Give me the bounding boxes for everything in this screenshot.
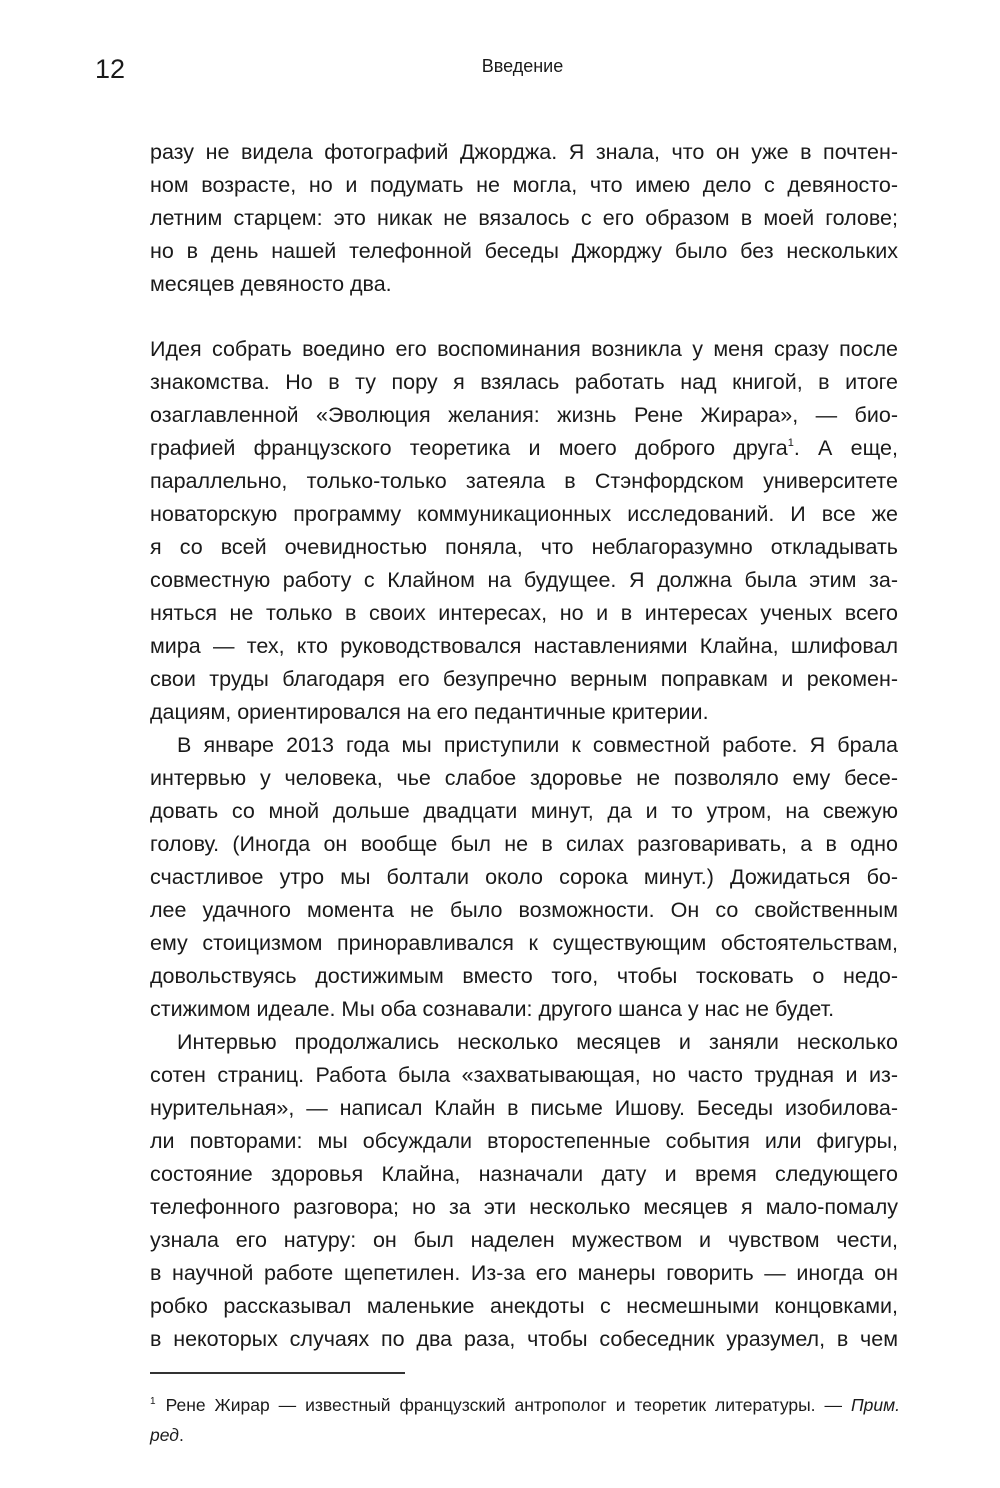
line-text: довать со мной дольше двадцати минут, да и то утром, на свежую xyxy=(150,799,898,823)
footnote xyxy=(150,1390,900,1450)
text-line xyxy=(150,729,898,762)
text-line xyxy=(150,1224,898,1257)
body-text xyxy=(150,136,898,1356)
line-text: ном возрасте, но и подумать не могла, что имею дело с девяносто- xyxy=(150,173,898,197)
running-title: Введение xyxy=(481,56,564,76)
paragraph xyxy=(150,729,898,1026)
text-line xyxy=(150,1125,898,1158)
text-line xyxy=(150,993,898,1026)
text-line xyxy=(150,795,898,828)
line-text: совместную работу с Клайном на будущее. Я должна была этим за- xyxy=(150,568,898,592)
text-line xyxy=(150,1290,898,1323)
footnote-divider xyxy=(150,1372,405,1374)
paragraph xyxy=(150,333,898,729)
text-line xyxy=(150,828,898,861)
text-line xyxy=(150,268,898,301)
text-line xyxy=(150,894,898,927)
text-line xyxy=(150,564,898,597)
text-line xyxy=(150,1026,898,1059)
line-text: свои труды благодаря его безупречно верным поправкам и рекомен- xyxy=(150,667,898,691)
line-text: голову. (Иногда он вообще был не в силах разговаривать, а в одно xyxy=(150,832,898,856)
line-text: озаглавленной «Эволюция желания: жизнь Рене Жирара», — био- xyxy=(150,403,898,427)
line-text: довольствуясь достижимым вместо того, чтобы тосковать о недо- xyxy=(150,964,898,988)
line-text: Идея собрать воедино его воспоминания возникла у меня сразу после xyxy=(150,337,898,361)
line-text: . А еще, xyxy=(793,436,898,460)
line-text: но в день нашей телефонной беседы Джорджу было без нескольких xyxy=(150,239,898,263)
text-line xyxy=(150,1059,898,1092)
text-line xyxy=(150,1158,898,1191)
line-text: В январе 2013 года мы приступили к совместной работе. Я брала xyxy=(177,733,898,757)
paragraph xyxy=(150,1026,898,1356)
text-line xyxy=(150,399,898,432)
text-line xyxy=(150,630,898,663)
text-line xyxy=(150,366,898,399)
line-text: счастливое утро мы болтали около сорока минут.) Дожидаться бо- xyxy=(150,865,898,889)
footnote-note-1: Прим. xyxy=(850,1395,900,1415)
line-text: нурительная», — написал Клайн в письме Ишову. Беседы изобилова- xyxy=(150,1096,898,1120)
line-text: узнала его натуру: он был наделен мужеством и чувством чести, xyxy=(150,1228,898,1252)
text-line xyxy=(150,531,898,564)
text-line xyxy=(150,169,898,202)
line-text: ли повторами: мы обсуждали второстепенные события или фигуры, xyxy=(150,1129,898,1153)
footnote-mark: 1 xyxy=(150,1396,156,1407)
text-line xyxy=(150,432,898,465)
text-line xyxy=(150,136,898,169)
footnote-text: Рене Жирар — известный французский антрополог и теоретик литературы. — xyxy=(165,1395,843,1415)
text-line xyxy=(150,498,898,531)
text-line xyxy=(150,1323,898,1356)
text-line xyxy=(150,202,898,235)
line-text: Интервью продолжались несколько месяцев и заняли несколько xyxy=(177,1030,898,1054)
paragraph-gap xyxy=(150,301,898,333)
line-text: телефонного разговора; но за эти несколько месяцев я мало-помалу xyxy=(150,1195,898,1219)
line-text: новаторскую программу коммуникационных исследований. И все же xyxy=(150,502,898,526)
line-text: няться не только в своих интересах, но и в интересах ученых всего xyxy=(150,601,898,625)
text-line xyxy=(150,762,898,795)
footnote-note-2: ред xyxy=(150,1425,179,1445)
line-text: графией французского теоретика и моего доброго друга xyxy=(150,436,788,460)
line-text: знакомства. Но в ту пору я взялась работать над книгой, в итоге xyxy=(150,370,898,394)
footnote-end: . xyxy=(178,1425,184,1445)
line-text: стижимом идеале. Мы оба сознавали: другого шанса у нас не будет. xyxy=(150,997,835,1021)
text-line xyxy=(150,663,898,696)
text-line xyxy=(150,1092,898,1125)
line-text: разу не видела фотографий Джорджа. Я знала, что он уже в почтен- xyxy=(150,140,898,164)
line-text: состояние здоровья Клайна, назначали дату и время следующего xyxy=(150,1162,898,1186)
text-line xyxy=(150,597,898,630)
text-line xyxy=(150,960,898,993)
text-line xyxy=(150,333,898,366)
text-line xyxy=(150,1257,898,1290)
line-text: в научной работе щепетилен. Из-за его манеры говорить — иногда он xyxy=(150,1261,898,1285)
text-line xyxy=(150,696,898,729)
text-line xyxy=(150,1191,898,1224)
text-line xyxy=(150,927,898,960)
line-text: сотен страниц. Работа была «захватывающая, но часто трудная и из- xyxy=(150,1063,898,1087)
line-text: мира — тех, кто руководствовался наставлениями Клайна, шлифовал xyxy=(150,634,898,658)
footnote-reference[interactable]: 1 xyxy=(787,437,794,449)
line-text: ему стоицизмом приноравливался к существующим обстоятельствам, xyxy=(150,931,898,955)
paragraph xyxy=(150,136,898,301)
line-text: я со всей очевидностью поняла, что неблагоразумно откладывать xyxy=(150,535,898,559)
line-text: в некоторых случаях по два раза, чтобы собеседник уразумел, в чем xyxy=(150,1327,898,1351)
page-number: 12 xyxy=(95,54,126,84)
text-line xyxy=(150,465,898,498)
line-text: робко рассказывал маленькие анекдоты с несмешными концовками, xyxy=(150,1294,898,1318)
line-text: лее удачного момента не было возможности. Он со свойственным xyxy=(150,898,898,922)
text-line xyxy=(150,235,898,268)
text-line xyxy=(150,861,898,894)
line-text: дациям, ориентировался на его педантичные критерии. xyxy=(150,700,709,724)
line-text: параллельно, только-только затеяла в Стэнфордском университете xyxy=(150,469,898,493)
line-text: интервью у человека, чье слабое здоровье не позволяло ему бесе- xyxy=(150,766,898,790)
line-text: летним старцем: это никак не вязалось с его образом в моей голове; xyxy=(150,206,898,230)
line-text: месяцев девяносто два. xyxy=(150,272,392,296)
